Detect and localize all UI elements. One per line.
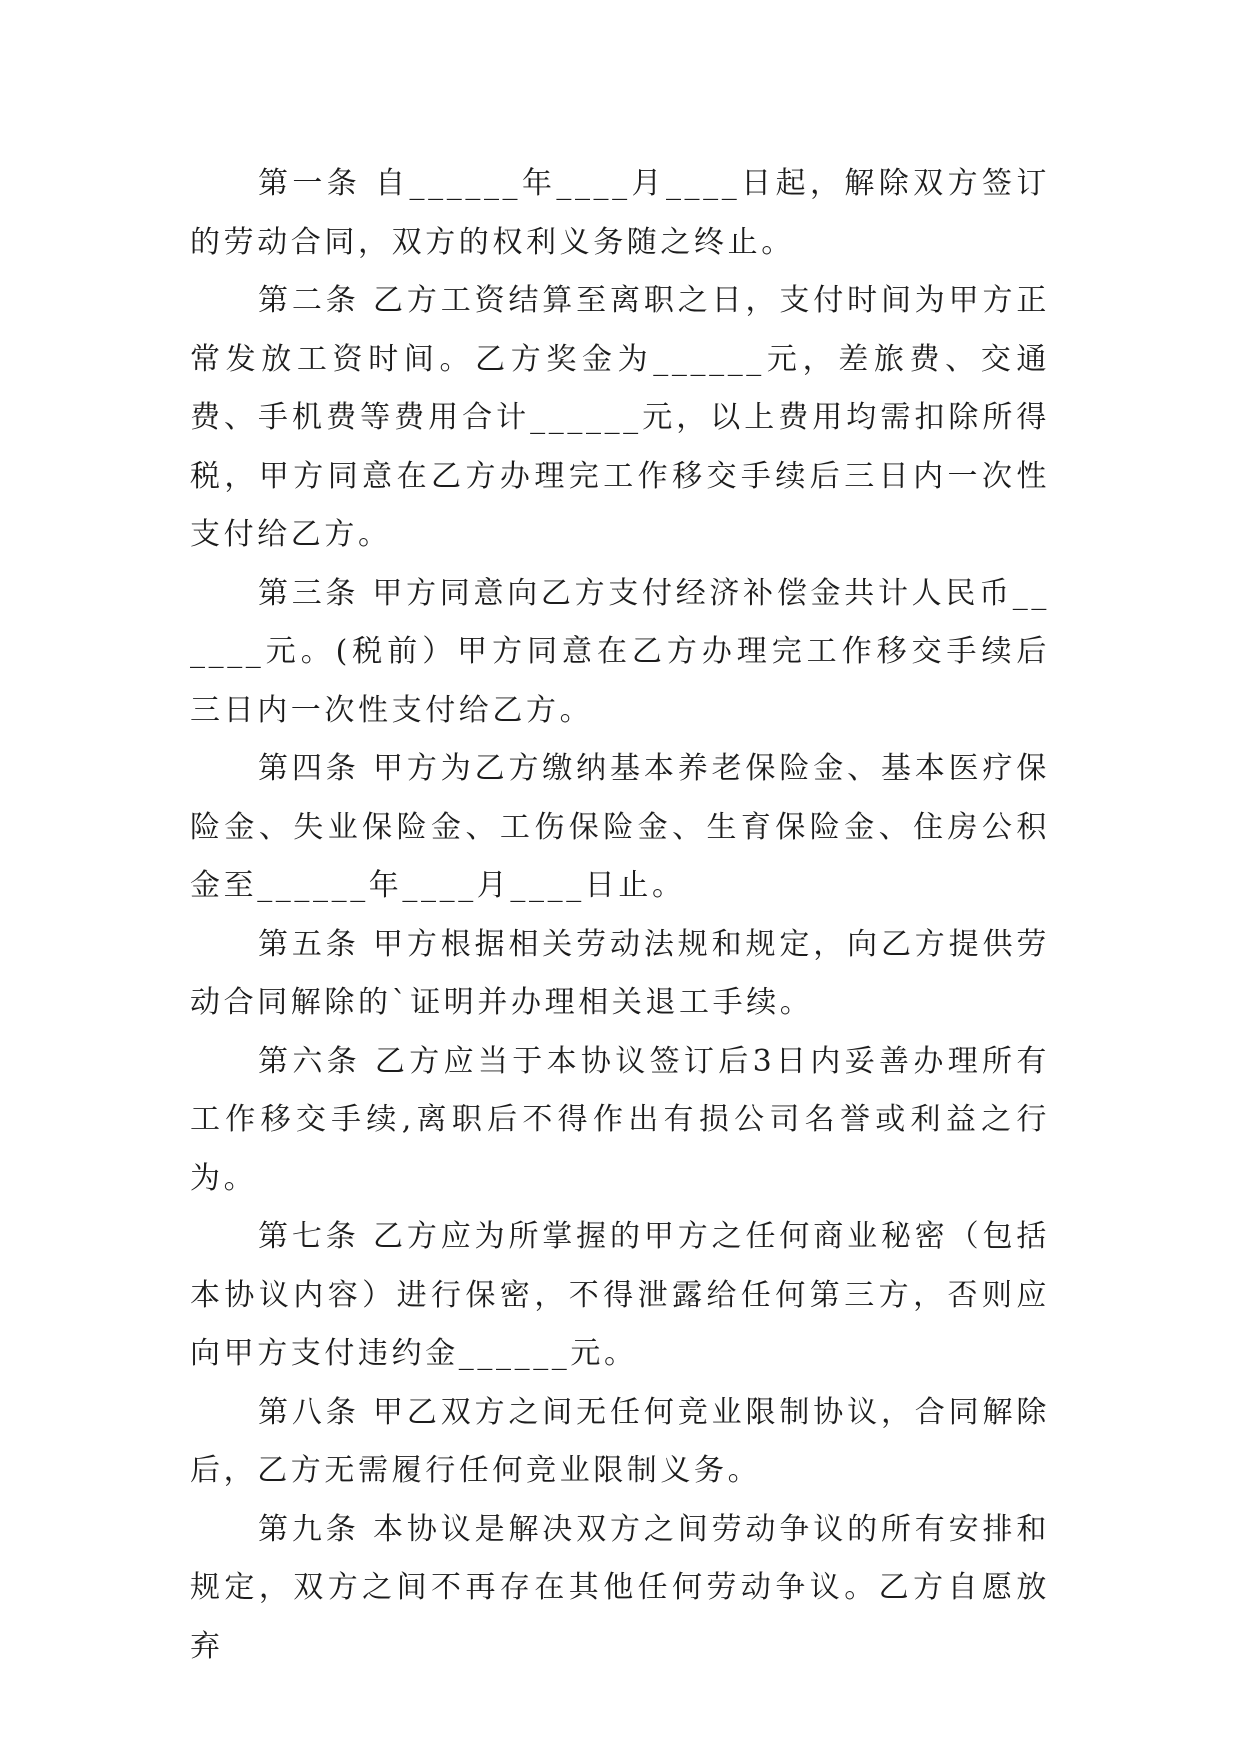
article-2-paragraph: 第二条 乙方工资结算至离职之日，支付时间为甲方正常发放工资时间。乙方奖金为______元，差旅费、交通费、手机费等费用合计______元，以上费用均需扣除所得税，甲方同意在乙方办理完工作移交手续后三日内一次性支付给乙方。 (190, 283, 1050, 552)
article-8-paragraph: 第八条 甲乙双方之间无任何竞业限制协议，合同解除后，乙方无需履行任何竞业限制义务。 (190, 1394, 1050, 1488)
article-3-paragraph: 第三条 甲方同意向乙方支付经济补偿金共计人民币______元。(税前）甲方同意在乙方办理完工作移交手续后三日内一次性支付给乙方。 (190, 575, 1050, 728)
article-6-paragraph: 第六条 乙方应当于本协议签订后3日内妥善办理所有工作移交手续,离职后不得作出有损公司名誉或利益之行为。 (190, 1043, 1050, 1196)
document-body (190, 155, 1050, 1676)
article-1-paragraph: 第一条 自______年____月____日起，解除双方签订的劳动合同，双方的权利义务随之终止。 (190, 166, 1050, 260)
article-9-paragraph: 第九条 本协议是解决双方之间劳动争议的所有安排和规定，双方之间不再存在其他任何劳动争议。乙方自愿放弃 (190, 1511, 1050, 1664)
article-7-paragraph: 第七条 乙方应为所掌握的甲方之任何商业秘密（包括本协议内容）进行保密，不得泄露给任何第三方，否则应向甲方支付违约金______元。 (190, 1219, 1050, 1371)
article-5-paragraph: 第五条 甲方根据相关劳动法规和规定，向乙方提供劳动合同解除的`证明并办理相关退工手续。 (190, 926, 1050, 1020)
article-4-paragraph: 第四条 甲方为乙方缴纳基本养老保险金、基本医疗保险金、失业保险金、工伤保险金、生育保险金、住房公积金至______年____月____日止。 (190, 751, 1050, 903)
